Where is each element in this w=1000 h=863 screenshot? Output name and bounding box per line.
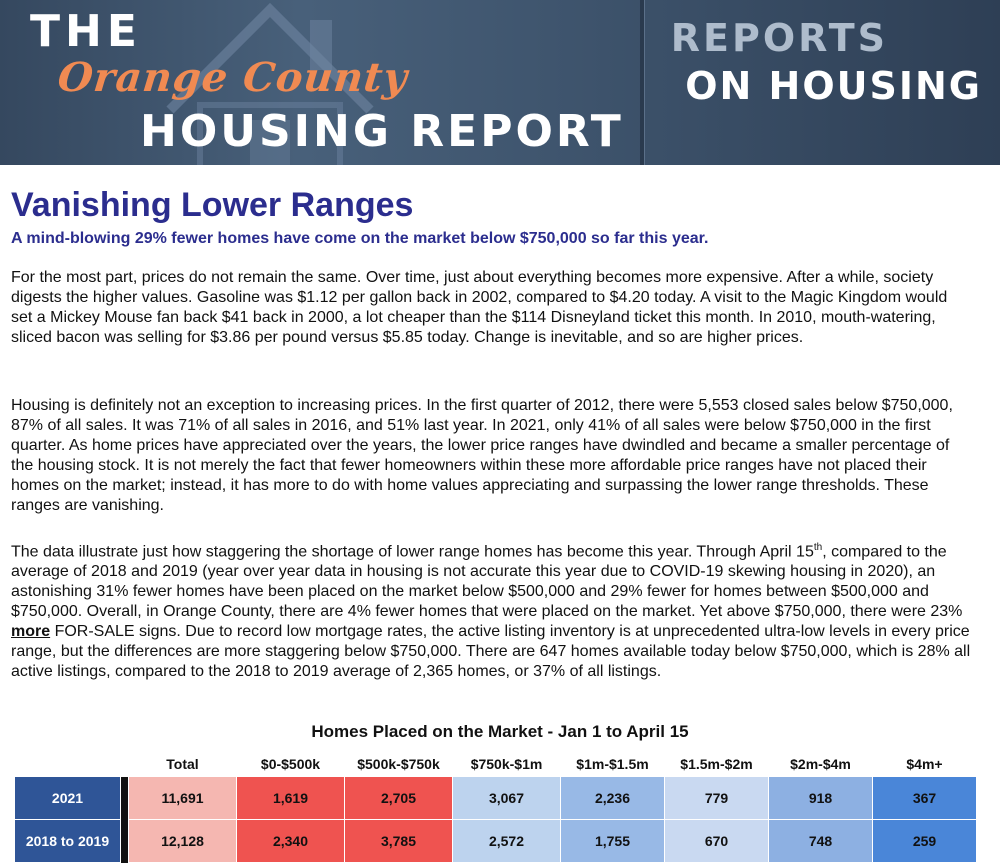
banner-on-housing: ON HOUSING: [685, 64, 982, 108]
table-cell: 259: [873, 820, 977, 863]
paragraph-3-part-a: The data illustrate just how staggering the shortage of lower range homes has become this year. Through April 15: [11, 543, 814, 561]
article-title: Vanishing Lower Ranges: [11, 186, 414, 224]
table-cell: 12,128: [129, 820, 237, 863]
banner-county: Orange County: [55, 54, 411, 101]
table-cell: 2,340: [237, 820, 345, 863]
separator-header: [121, 752, 129, 777]
column-header: $4m+: [906, 756, 943, 772]
column-header: $750k-$1m: [470, 756, 543, 772]
paragraph-3: [11, 538, 971, 682]
more-emphasis: more: [11, 623, 51, 641]
corner-header: [15, 752, 121, 777]
row-label: 2018 to 2019: [15, 820, 121, 863]
paragraph-1: For the most part, prices do not remain the same. Over time, just about everything becomes more expensive. After a while, society digests the higher values. Gasoline was $1.12 per gallon back in 2002, compared to $4.20 today. A visit to the Magic Kingdom would set a Mickey Mouse fan back $41 back in 2000, a lot cheaper than the $114 Disneyland ticket this month. In 2010, mouth-watering, sliced bacon was selling for $3.86 per pound versus $5.85 today. Change is inevitable, and so are higher prices.: [11, 269, 948, 346]
banner-divider: [640, 0, 644, 165]
table-cell: 3,785: [345, 820, 453, 863]
paragraph-3-part-b: , compared to the average of 2018 and 2019 (year over year data in housing is not accurate this year due to COVID-19 skewing housing in 2020), an astonishing 31% fewer homes have been placed on the market below $500,000 and 29% fewer for homes between $500,000 and $750,000. Overall, in Orange County, there are 4% fewer homes that were placed on the market. Yet above $750,000, there were 23%: [11, 543, 963, 621]
row-separator: [121, 820, 129, 863]
table-cell: 1,755: [561, 820, 665, 863]
table-cell: 3,067: [453, 777, 561, 820]
paragraph-3-superscript: th: [813, 542, 823, 553]
column-header: $1m-$1.5m: [576, 756, 649, 772]
banner-the: THE: [30, 6, 142, 57]
column-header: $500k-$750k: [357, 756, 440, 772]
table-cell: 748: [769, 820, 873, 863]
table-cell: 2,236: [561, 777, 665, 820]
column-header: Total: [166, 756, 199, 772]
column-header: $2m-$4m: [790, 756, 851, 772]
article-subtitle: A mind-blowing 29% fewer homes have come on the market below $750,000 so far this year.: [11, 230, 709, 247]
banner-reports: REPORTS: [670, 16, 888, 60]
homes-market-table: [14, 752, 977, 863]
column-header: $1.5m-$2m: [680, 756, 753, 772]
chart-title: Homes Placed on the Market - Jan 1 to April 15: [311, 722, 689, 741]
banner-housing-report: HOUSING REPORT: [140, 106, 624, 157]
paragraph-3-part-c: FOR-SALE signs. Due to record low mortgage rates, the active listing inventory is at unprecedented ultra-low levels in every price range, but the differences are more staggering below $750,000. There are 647 homes available today below $750,000, which is 28% all active listings, compared to the 2018 to 2019 average of 2,365 homes, or 37% of all listings.: [11, 623, 971, 681]
table-cell: 11,691: [129, 777, 237, 820]
column-header: $0-$500k: [260, 756, 321, 772]
table-row: [15, 820, 977, 863]
table-cell: 367: [873, 777, 977, 820]
row-separator: [121, 777, 129, 820]
table-cell: 779: [665, 777, 769, 820]
header-banner: [0, 0, 1000, 165]
paragraph-2: Housing is definitely not an exception to increasing prices. In the first quarter of 2012, there were 5,553 closed sales below $750,000, 87% of all sales. It was 71% of all sales in 2016, and 51% last year. In 2021, only 41% of all sales were below $750,000 in the first quarter. As home prices have appreciated over the years, the lower price ranges have dwindled and became a smaller percentage of the housing stock. It is not merely the fact that fewer homeowners within these more affordable price ranges have not placed their homes on the market; instead, it has more to do with home values appreciating and surpassing the lower range thresholds. These ranges are vanishing.: [11, 397, 953, 514]
table-cell: 1,619: [237, 777, 345, 820]
row-label: 2021: [15, 777, 121, 820]
table-cell: 2,572: [453, 820, 561, 863]
table-row: [15, 777, 977, 820]
table-cell: 918: [769, 777, 873, 820]
table-cell: 670: [665, 820, 769, 863]
table-cell: 2,705: [345, 777, 453, 820]
